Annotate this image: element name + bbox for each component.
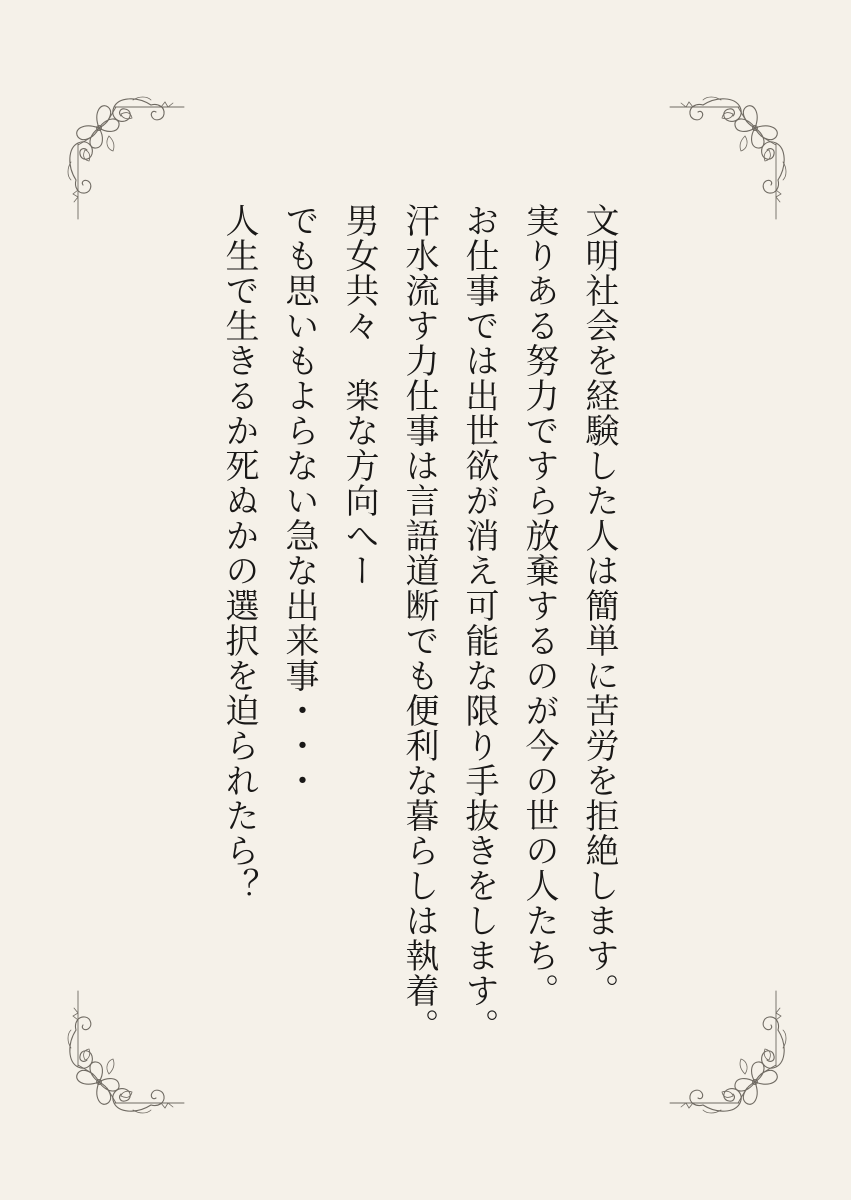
prose-line: 男女共々 楽な方向へー [340,203,378,588]
corner-flourish-icon [669,92,791,220]
prose-line: 文明社会を経験した人は簡単に苦労を拒絶します。 [580,203,618,1008]
prose-line: 実りある努力ですら放棄するのが今の世の人たち。 [520,203,558,1008]
corner-flourish-icon [63,92,185,220]
prose-line: 汗水流す力仕事は言語道断でも便利な暮らしは執着。 [400,203,438,1043]
corner-flourish-icon [63,990,185,1118]
vertical-prose [209,203,629,1043]
prose-line: お仕事では出世欲が消え可能な限り手抜きをします。 [460,203,498,1043]
prose-line: 人生で生きるか死ぬかの選択を迫られたら？ [220,203,258,903]
prose-line: でも思いもよらない急な出来事・・・ [280,203,318,798]
corner-flourish-icon [669,990,791,1118]
